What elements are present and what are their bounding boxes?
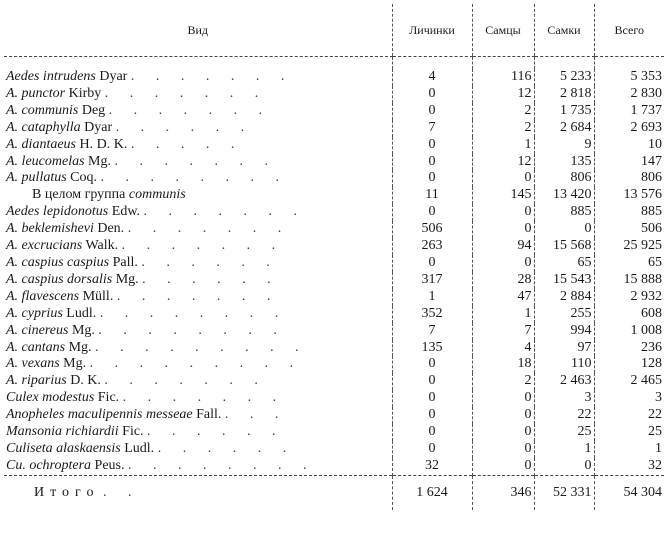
species-name-cell: [4, 204, 392, 221]
table-row: [4, 289, 664, 306]
table-row: [4, 458, 664, 475]
larvae-cell: 0: [392, 356, 472, 373]
females-cell: 110: [534, 356, 594, 373]
larvae-cell: 1: [392, 289, 472, 306]
mosquito-species-table: [4, 4, 664, 510]
species-name-cell: [4, 255, 392, 272]
larvae-cell: 0: [392, 424, 472, 441]
males-cell: 0: [472, 458, 534, 475]
total-cell: 25: [594, 424, 664, 441]
total-cell: 32: [594, 458, 664, 475]
species-name-cell: [4, 221, 392, 238]
total-cell: 2 932: [594, 289, 664, 306]
species-name-cell: [4, 356, 392, 373]
leader-dots: . . . . . . .: [143, 204, 307, 220]
species-author: Peus.: [94, 457, 125, 473]
leader-dots: . . . . . . .: [104, 373, 267, 389]
species-name: A. beklemishevi: [6, 221, 94, 237]
species-author: Mg.: [88, 153, 111, 169]
larvae-cell: 32: [392, 458, 472, 475]
females-cell: 0: [534, 221, 594, 238]
leader-dots: . . . . .: [130, 136, 244, 152]
males-cell: 7: [472, 323, 534, 340]
males-cell: 18: [472, 356, 534, 373]
females-cell: 2 818: [534, 86, 594, 103]
group-prefix: В целом группа: [32, 187, 126, 203]
species-name: A. cinereus: [6, 322, 69, 338]
species-author: Den.: [97, 221, 125, 237]
males-cell: 2: [472, 103, 534, 120]
species-name: A. caspius caspius: [6, 254, 110, 270]
females-cell: 2 884: [534, 289, 594, 306]
species-name-cell: [4, 272, 392, 289]
total-cell: 22: [594, 407, 664, 424]
females-cell: 22: [534, 407, 594, 424]
leader-dots: . . . . . .: [141, 254, 279, 270]
table-row: [4, 323, 664, 340]
spacer-row: [4, 57, 664, 70]
leader-dots: . . . . . . .: [127, 221, 291, 237]
table-row: [4, 390, 664, 407]
table-row: [4, 373, 664, 390]
header-females: Самки: [534, 4, 594, 57]
total-females: 52 331: [534, 475, 594, 510]
species-author: Mg.: [71, 322, 95, 338]
total-total: 54 304: [594, 475, 664, 510]
species-name-cell: [4, 69, 392, 86]
females-cell: 0: [534, 458, 594, 475]
larvae-cell: 0: [392, 407, 472, 424]
species-name: A. cantans: [6, 339, 66, 355]
species-name-cell: [4, 170, 392, 187]
table-row: [4, 356, 664, 373]
species-author: Pall.: [112, 254, 138, 270]
leader-dots: . . . . . . .: [114, 153, 277, 169]
table-row: [4, 86, 664, 103]
species-author: Edw.: [111, 204, 141, 220]
leader-dots: . . . . . . . . .: [95, 339, 308, 355]
females-cell: 806: [534, 170, 594, 187]
species-author: Coq.: [70, 170, 98, 186]
females-cell: 9: [534, 137, 594, 154]
species-name-cell: [4, 407, 392, 424]
larvae-cell: 317: [392, 272, 472, 289]
species-name: A. communis: [6, 102, 79, 118]
larvae-cell: 352: [392, 306, 472, 323]
total-cell: 1 737: [594, 103, 664, 120]
males-cell: 94: [472, 238, 534, 255]
larvae-cell: 0: [392, 137, 472, 154]
females-cell: 255: [534, 306, 594, 323]
species-name-cell: [4, 120, 392, 137]
females-cell: 2 463: [534, 373, 594, 390]
species-name: Culiseta alaskaensis: [6, 440, 121, 456]
total-cell: 3: [594, 390, 664, 407]
species-name: Mansonia richiardii: [6, 424, 119, 440]
females-cell: 994: [534, 323, 594, 340]
larvae-cell: 11: [392, 187, 472, 204]
table-row: [4, 221, 664, 238]
species-author: Mg.: [63, 356, 87, 372]
species-author: H. D. K.: [79, 136, 128, 152]
total-cell: 10: [594, 137, 664, 154]
males-cell: 145: [472, 187, 534, 204]
species-name-cell: [4, 289, 392, 306]
total-cell: 25 925: [594, 238, 664, 255]
larvae-cell: 0: [392, 255, 472, 272]
males-cell: 0: [472, 204, 534, 221]
males-cell: 2: [472, 120, 534, 137]
males-cell: 0: [472, 170, 534, 187]
leader-dots: . . . . . . . . .: [89, 356, 303, 372]
species-name: A. pullatus: [6, 170, 67, 186]
larvae-cell: 4: [392, 69, 472, 86]
table-row: [4, 272, 664, 289]
table-row: [4, 170, 664, 187]
table-body: [4, 57, 664, 476]
total-cell: 2 465: [594, 373, 664, 390]
leader-dots: . . . . . . .: [130, 69, 294, 84]
species-author: Dyar: [84, 119, 113, 135]
larvae-cell: 0: [392, 441, 472, 458]
species-name-cell: [4, 154, 392, 171]
species-name-cell: [4, 86, 392, 103]
leader-dots: . . . . . . . .: [100, 170, 289, 186]
species-name-cell: [4, 340, 392, 357]
larvae-cell: 7: [392, 120, 472, 137]
species-name-cell: [4, 441, 392, 458]
leader-dots: . . . . . . .: [116, 288, 280, 304]
total-cell: 2 693: [594, 120, 664, 137]
males-cell: 12: [472, 86, 534, 103]
larvae-cell: 0: [392, 154, 472, 171]
table-row: [4, 204, 664, 221]
total-cell: 608: [594, 306, 664, 323]
species-author: Kirby: [68, 85, 102, 101]
larvae-cell: 0: [392, 373, 472, 390]
females-cell: 15 568: [534, 238, 594, 255]
males-cell: 0: [472, 255, 534, 272]
larvae-cell: 0: [392, 86, 472, 103]
total-cell: 147: [594, 154, 664, 171]
females-cell: 5 233: [534, 69, 594, 86]
species-name: communis: [128, 187, 186, 203]
total-cell: 128: [594, 356, 664, 373]
total-dots: . .: [102, 484, 141, 500]
species-author: Ludl.: [66, 305, 97, 321]
table-row: [4, 255, 664, 272]
females-cell: 885: [534, 204, 594, 221]
females-cell: 135: [534, 154, 594, 171]
females-cell: 2 684: [534, 120, 594, 137]
males-cell: 2: [472, 373, 534, 390]
males-cell: 4: [472, 340, 534, 357]
table-row: [4, 69, 664, 86]
table-row: [4, 103, 664, 120]
larvae-cell: 7: [392, 323, 472, 340]
total-larvae: 1 624: [392, 475, 472, 510]
males-cell: 116: [472, 69, 534, 86]
header-males: Самцы: [472, 4, 534, 57]
species-name-cell: [4, 187, 392, 204]
total-cell: 806: [594, 170, 664, 187]
leader-dots: . . .: [224, 407, 288, 423]
leader-dots: . . . . . . . .: [128, 457, 316, 473]
species-name: Anopheles maculipennis messeae: [6, 407, 193, 423]
total-row: [4, 475, 664, 510]
leader-dots: . . . . . . . .: [98, 322, 286, 338]
species-author: Deg: [81, 102, 106, 118]
males-cell: 28: [472, 272, 534, 289]
larvae-cell: 0: [392, 204, 472, 221]
total-cell: 1 008: [594, 323, 664, 340]
females-cell: 15 543: [534, 272, 594, 289]
males-cell: 0: [472, 424, 534, 441]
species-author: Mg.: [68, 339, 92, 355]
females-cell: 1 735: [534, 103, 594, 120]
species-author: Mg.: [115, 271, 139, 287]
species-name: A. cyprius: [6, 305, 63, 321]
species-name-cell: [4, 137, 392, 154]
species-name-cell: [4, 424, 392, 441]
species-name: A. punctor: [6, 85, 66, 101]
leader-dots: . . . . . .: [147, 424, 285, 440]
females-cell: 13 420: [534, 187, 594, 204]
leader-dots: . . . . . . .: [108, 102, 272, 118]
leader-dots: . . . . . . . .: [99, 305, 288, 321]
species-name-cell: [4, 306, 392, 323]
total-cell: 65: [594, 255, 664, 272]
total-cell: 1: [594, 441, 664, 458]
females-cell: 1: [534, 441, 594, 458]
header-larvae: Личинки: [392, 4, 472, 57]
total-cell: 506: [594, 221, 664, 238]
species-name-cell: [4, 103, 392, 120]
total-males: 346: [472, 475, 534, 510]
females-cell: 25: [534, 424, 594, 441]
males-cell: 47: [472, 289, 534, 306]
total-cell: 13 576: [594, 187, 664, 204]
species-author: Fic.: [122, 424, 144, 440]
species-name: A. riparius: [6, 373, 67, 389]
larvae-cell: 506: [392, 221, 472, 238]
species-name-cell: [4, 238, 392, 255]
leader-dots: . . . . . . .: [122, 390, 286, 406]
males-cell: 1: [472, 137, 534, 154]
species-author: Dyar: [99, 69, 128, 84]
species-name-cell: [4, 390, 392, 407]
females-cell: 3: [534, 390, 594, 407]
males-cell: 0: [472, 221, 534, 238]
table-row: [4, 238, 664, 255]
table-row: [4, 187, 664, 204]
leader-dots: . . . . . .: [115, 119, 254, 135]
table-row: [4, 441, 664, 458]
species-name-cell: [4, 458, 392, 475]
species-name: A. caspius dorsalis: [6, 271, 113, 287]
species-author: D. K.: [70, 373, 101, 389]
header-total: Всего: [594, 4, 664, 57]
females-cell: 97: [534, 340, 594, 357]
males-cell: 0: [472, 441, 534, 458]
total-cell: 5 353: [594, 69, 664, 86]
leader-dots: . . . . . . .: [121, 238, 285, 254]
larvae-cell: 263: [392, 238, 472, 255]
males-cell: 0: [472, 407, 534, 424]
species-name-cell: [4, 323, 392, 340]
species-author: Müll.: [82, 288, 114, 304]
females-cell: 65: [534, 255, 594, 272]
species-name: A. vexans: [6, 356, 60, 372]
species-name: Cu. ochroptera: [6, 457, 92, 473]
leader-dots: . . . . . .: [157, 440, 296, 456]
species-name: Culex modestus: [6, 390, 95, 406]
total-cell: 236: [594, 340, 664, 357]
leader-dots: . . . . . .: [142, 271, 280, 287]
table-row: [4, 154, 664, 171]
species-name: A. excrucians: [6, 238, 83, 254]
table-row: [4, 306, 664, 323]
species-name: A. leucomelas: [6, 153, 85, 169]
species-name: A. cataphylla: [6, 119, 81, 135]
species-author: Ludl.: [124, 440, 155, 456]
species-author: Walk.: [85, 238, 119, 254]
leader-dots: . . . . . . .: [104, 85, 268, 101]
males-cell: 0: [472, 390, 534, 407]
males-cell: 12: [472, 154, 534, 171]
table-row: [4, 137, 664, 154]
table-row: [4, 120, 664, 137]
species-name: Aedes intrudens: [6, 69, 96, 84]
table-row: [4, 424, 664, 441]
species-author: Fic.: [97, 390, 120, 406]
total-cell: 885: [594, 204, 664, 221]
larvae-cell: 0: [392, 390, 472, 407]
table-row: [4, 340, 664, 357]
larvae-cell: 0: [392, 170, 472, 187]
species-name: A. flavescens: [6, 288, 80, 304]
table-row: [4, 407, 664, 424]
species-name: Aedes lepidonotus: [6, 204, 109, 220]
header-row: [4, 4, 664, 57]
larvae-cell: 135: [392, 340, 472, 357]
total-cell: 2 830: [594, 86, 664, 103]
species-author: Fall.: [196, 407, 222, 423]
males-cell: 1: [472, 306, 534, 323]
total-label-cell: [4, 475, 392, 510]
species-name-cell: [4, 373, 392, 390]
header-species: Вид: [4, 4, 392, 57]
larvae-cell: 0: [392, 103, 472, 120]
total-label: Итого: [34, 484, 100, 500]
species-name: A. diantaeus: [6, 136, 76, 152]
total-cell: 15 888: [594, 272, 664, 289]
